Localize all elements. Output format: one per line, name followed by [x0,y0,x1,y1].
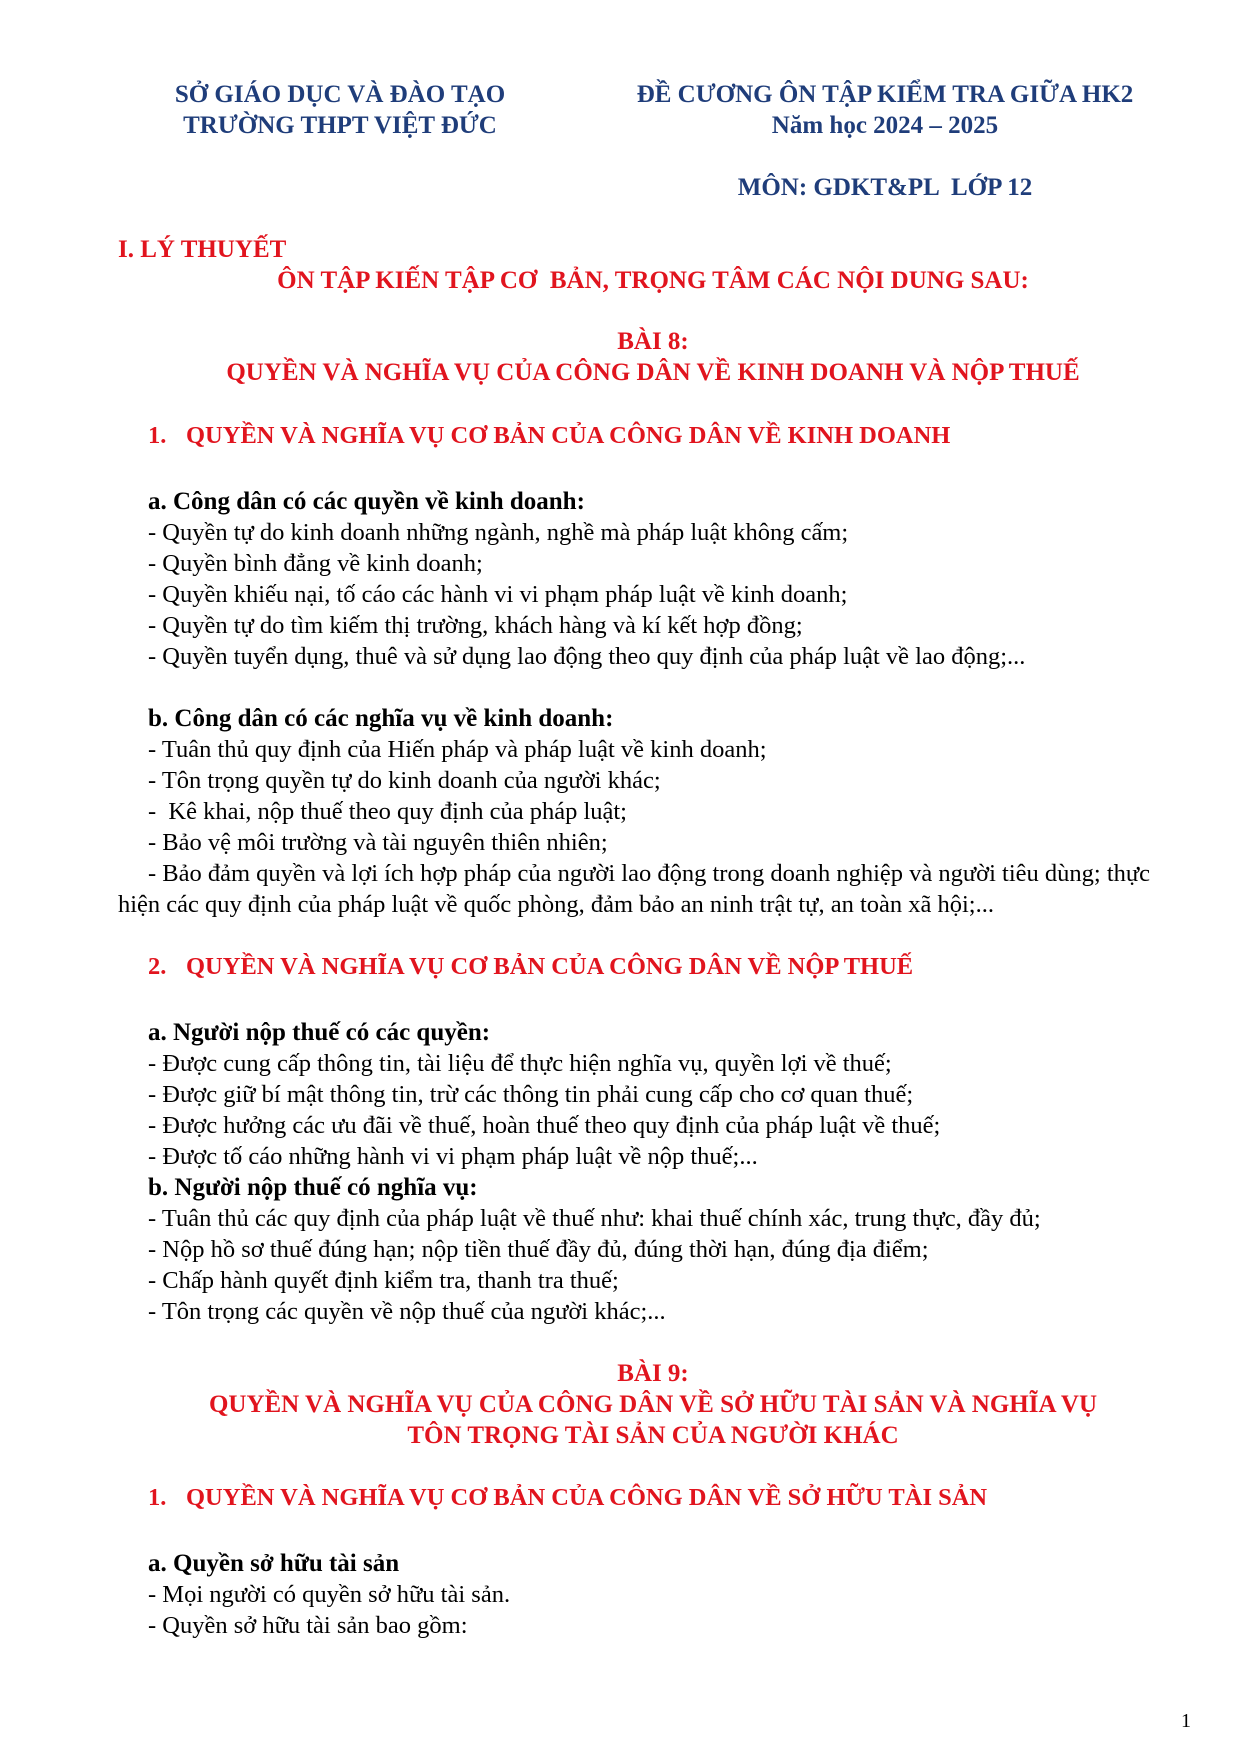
lesson9-part1-title: QUYỀN VÀ NGHĨA VỤ CƠ BẢN CỦA CÔNG DÂN VỀ SỞ HỮU TÀI SẢN [186,1484,988,1511]
list-item: - Tuân thủ các quy định của pháp luật về thuế như: khai thuế chính xác, trung thực, đầy đủ; [148,1205,1041,1232]
department-name: SỞ GIÁO DỤC VÀ ĐÀO TẠO [174,81,506,108]
lesson8-part2-number: 2. [148,953,167,980]
lesson9-part1-heading [148,1482,987,1513]
lesson9-title-line2: TÔN TRỌNG TÀI SẢN CỦA NGƯỜI KHÁC [407,1422,899,1449]
list-item: - Bảo vệ môi trường và tài nguyên thiên nhiên; [148,829,608,856]
page-number: 1 [1181,1710,1191,1732]
list-item: - Mọi người có quyền sở hữu tài sản. [148,1581,511,1608]
section-title: I. LÝ THUYẾT [118,236,287,263]
lesson8-part2-list [148,1017,1188,1327]
header-right [590,79,1180,141]
list-item: - Chấp hành quyết định kiểm tra, thanh tra thuế; [148,1267,619,1294]
lesson9-part1-list [148,1548,1188,1641]
list-item: - Tôn trọng các quyền về nộp thuế của người khác;... [148,1298,666,1325]
list-item: - Quyền bình đẳng về kinh doanh; [148,550,483,577]
list-item: - Quyền tự do tìm kiếm thị trường, khách hàng và kí kết hợp đồng; [148,612,803,639]
list-item: - Tuân thủ quy định của Hiến pháp và pháp luật về kinh doanh; [148,736,767,763]
lesson8-title: QUYỀN VÀ NGHĨA VỤ CỦA CÔNG DÂN VỀ KINH DOANH VÀ NỘP THUẾ [226,359,1080,386]
list-item: - Nộp hồ sơ thuế đúng hạn; nộp tiền thuế đầy đủ, đúng thời hạn, đúng địa điểm; [148,1236,929,1263]
list-item: - Quyền tự do kinh doanh những ngành, nghề mà pháp luật không cấm; [148,519,849,546]
lesson8-label: BÀI 8: [617,328,689,355]
list-item: - Tôn trọng quyền tự do kinh doanh của người khác; [148,767,661,794]
lesson9-part1-number: 1. [148,1484,167,1511]
property-rights-heading: a. Quyền sở hữu tài sản [148,1550,400,1577]
obligations-heading: b. Công dân có các nghĩa vụ về kinh doanh: [148,705,614,732]
lesson8-part1-number: 1. [148,422,167,449]
subject-line: MÔN: GDKT&PL LỚP 12 [737,174,1033,201]
list-item: - Bảo đảm quyền và lợi ích hợp pháp của người lao động trong doanh nghiệp và người tiêu dùng; thực hiện các quy định của pháp luật về quốc phòng, đảm bảo an ninh trật tự, an toàn xã hội;... [118,860,1151,918]
lesson8-part1-heading [148,420,950,451]
list-item: - Kê khai, nộp thuế theo quy định của pháp luật; [148,798,627,825]
lesson8-part1-rights [148,486,1188,672]
lesson8-part1-obligations [148,703,1188,858]
list-item: - Được cung cấp thông tin, tài liệu để thực hiện nghĩa vụ, quyền lợi về thuế; [148,1050,892,1077]
list-item: - Được giữ bí mật thông tin, trừ các thông tin phải cung cấp cho cơ quan thuế; [148,1081,914,1108]
lesson8-part1-title: QUYỀN VÀ NGHĨA VỤ CƠ BẢN CỦA CÔNG DÂN VỀ KINH DOANH [186,422,951,449]
school-year: Năm học 2024 – 2025 [771,112,999,139]
rights-heading: a. Công dân có các quyền về kinh doanh: [148,488,585,515]
lesson8-part2-heading [148,951,913,982]
taxpayer-rights-heading: a. Người nộp thuế có các quyền: [148,1019,491,1046]
list-item: - Quyền tuyển dụng, thuê và sử dụng lao động theo quy định của pháp luật về lao động;... [148,643,1026,670]
list-item: - Được tố cáo những hành vi vi phạm pháp luật về nộp thuế;... [148,1143,758,1170]
lesson9-title-line1: QUYỀN VÀ NGHĨA VỤ CỦA CÔNG DÂN VỀ SỞ HỮU TÀI SẢN VÀ NGHĨA VỤ [208,1391,1098,1418]
list-item: - Được hưởng các ưu đãi về thuế, hoàn thuế theo quy định của pháp luật về thuế; [148,1112,941,1139]
school-name: TRƯỜNG THPT VIỆT ĐỨC [183,112,497,139]
lesson9-label: BÀI 9: [617,1360,689,1387]
taxpayer-obligations-heading: b. Người nộp thuế có nghĩa vụ: [148,1174,478,1201]
section-subtitle: ÔN TẬP KIẾN TẬP CƠ BẢN, TRỌNG TÂM CÁC NỘI DUNG SAU: [277,267,1029,294]
lesson8-part2-title: QUYỀN VÀ NGHĨA VỤ CƠ BẢN CỦA CÔNG DÂN VỀ NỘP THUẾ [186,953,914,980]
header-left [120,79,560,141]
list-item: - Quyền khiếu nại, tố cáo các hành vi vi phạm pháp luật về kinh doanh; [148,581,848,608]
list-item: - Quyền sở hữu tài sản bao gồm: [148,1612,468,1639]
document-title: ĐỀ CƯƠNG ÔN TẬP KIỂM TRA GIỮA HK2 [636,81,1134,108]
